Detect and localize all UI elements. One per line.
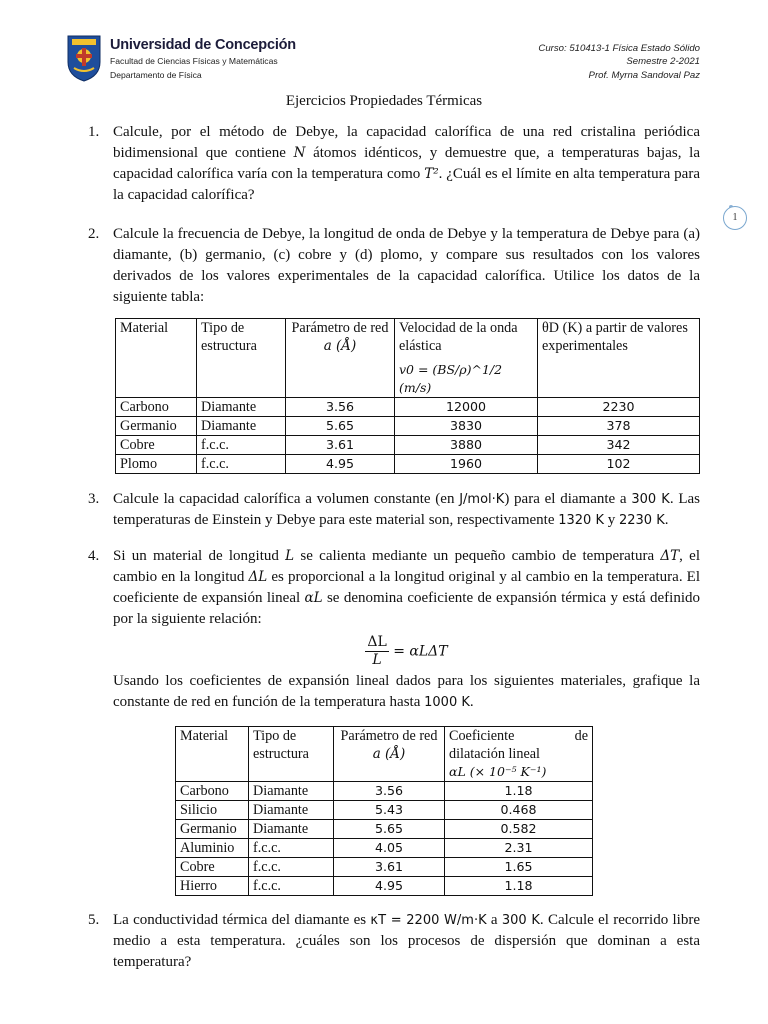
math-symbol: J/mol·K	[459, 492, 505, 507]
table-cell: Diamante	[249, 782, 334, 801]
header-line: Parámetro de red	[291, 320, 389, 336]
table-header-cell	[334, 727, 445, 782]
table-cell: Carbono	[176, 782, 249, 801]
exercise-text: es proporcional a la longitud original y al cambio en la temperatura. El coeficiente de expansión lineal	[113, 569, 700, 606]
table-row	[116, 398, 700, 417]
math-symbol: ΔL	[248, 569, 268, 585]
table-cell: 1.18	[445, 877, 593, 896]
department-name: Departamento de Física	[110, 70, 202, 80]
table-cell: Diamante	[197, 417, 286, 436]
header-line: αL (× 10⁻⁵ K⁻¹)	[449, 764, 547, 779]
fraction-denominator: L	[372, 652, 382, 668]
table-header-cell	[286, 319, 395, 398]
page-header	[0, 0, 768, 90]
table-header-cell: Tipo de estructura	[197, 319, 286, 398]
exercise-text: átomos idénticos, y demuestre que, a temperaturas bajas, la capacidad calorífica varía con la temperatura como	[113, 145, 700, 182]
table-cell: 2230	[538, 398, 700, 417]
exercise-text: . Las temperaturas de Einstein y Debye para este material son, respectivamente	[113, 491, 700, 528]
table-cell: 3880	[395, 436, 538, 455]
semester: Semestre 2-2021	[626, 56, 700, 68]
expansion-equation	[113, 634, 700, 669]
exercise-text: a	[486, 912, 502, 928]
header-line: Parámetro de red	[340, 728, 438, 744]
exercise-1	[88, 122, 700, 206]
course-code: Curso: 510413-1 Física Estado Sólido	[538, 43, 700, 54]
table-cell: f.c.c.	[249, 877, 334, 896]
course-info	[538, 42, 700, 82]
table-row	[176, 782, 593, 801]
equation-rhs: = αLΔT	[393, 643, 448, 660]
table-cell: Diamante	[249, 820, 334, 839]
table-cell: Germanio	[116, 417, 197, 436]
table-cell: 5.65	[286, 417, 395, 436]
exercise-text: .	[664, 512, 669, 528]
exercise-text: . ¿Cuál es el límite en alta temperatura para la capacidad calorífica?	[113, 166, 700, 203]
table-cell: 5.65	[334, 820, 445, 839]
table-cell: 102	[538, 455, 700, 474]
table-header-cell: Material	[176, 727, 249, 782]
table-cell: 5.43	[334, 801, 445, 820]
page-title: Ejercicios Propiedades Térmicas	[285, 93, 483, 109]
table-cell: f.c.c.	[197, 436, 286, 455]
exercise-4-continuation	[113, 671, 700, 713]
exercise-number: 4.	[88, 548, 100, 564]
table-cell: 0.582	[445, 820, 593, 839]
table-cell: 3.61	[334, 858, 445, 877]
header-line: a (Å)	[323, 338, 357, 354]
exercise-number: 5.	[88, 912, 100, 928]
table-header-cell: Tipo de estructura	[249, 727, 334, 782]
exercise-5	[88, 910, 700, 973]
exercise-text: La conductividad térmica del diamante es	[113, 912, 371, 928]
table-cell: Diamante	[197, 398, 286, 417]
table-header-cell: θD (K) a partir de valores experimentales	[538, 319, 700, 398]
table-cell: f.c.c.	[249, 858, 334, 877]
exercise-text: Usando los coeficientes de expansión lineal dados para los siguientes materiales, grafique la constante de red en función de la temperatura hasta	[113, 673, 700, 710]
table-cell: 1.18	[445, 782, 593, 801]
header-line: Coeficiente de dilatación lineal	[449, 728, 588, 762]
table-body	[116, 398, 700, 474]
university-crest-icon	[66, 34, 102, 82]
table-cell: 1.65	[445, 858, 593, 877]
table-row	[176, 839, 593, 858]
exercise-text: Si un material de longitud	[113, 548, 286, 564]
table-cell: 1960	[395, 455, 538, 474]
table-header-row	[176, 727, 593, 782]
table-cell: 3830	[395, 417, 538, 436]
exercise-text: Calcule, por el método de Debye, la capacidad calorífica de una red cristalina periódica bidimensional que contiene	[113, 124, 700, 161]
math-symbol: κT = 2200 W/m·K	[370, 913, 487, 928]
exercise-text: se calienta mediante un pequeño cambio de temperatura	[294, 548, 661, 564]
table-row	[116, 455, 700, 474]
exercise-number: 1.	[88, 124, 100, 140]
debye-data-table	[115, 318, 700, 474]
exercise-text: .	[469, 694, 474, 710]
table-cell: 3.56	[286, 398, 395, 417]
table-row	[176, 877, 593, 896]
table-cell: 3.56	[334, 782, 445, 801]
table-cell: f.c.c.	[249, 839, 334, 858]
exercise-number: 2.	[88, 226, 100, 242]
table-row	[176, 820, 593, 839]
exercise-text: se denomina coeficiente de expansión térmica y está definido por la siguiente relación:	[113, 590, 700, 627]
exercise-text: . Calcule el recorrido libre medio a esta temperatura. ¿cuáles son los procesos de dispersión que dominan a esta temperatura?	[113, 912, 700, 970]
exercise-text: Calcule la frecuencia de Debye, la longitud de onda de Debye y la temperatura de Debye para (a) diamante, (b) germanio, (c) cobre y (d) plomo, y compare sus resultados con los valores derivados de los valores experimentales de la capacidad calorífica. Utilice los datos de la siguiente tabla:	[113, 226, 700, 305]
math-symbol: L	[285, 548, 295, 564]
exercise-4	[88, 546, 700, 713]
header-line: v0 = (BS/ρ)^1/2 (m/s)	[399, 362, 503, 395]
table-cell: f.c.c.	[197, 455, 286, 474]
equation-fraction	[365, 634, 388, 669]
math-symbol: 300 K	[631, 492, 670, 507]
table-row	[176, 801, 593, 820]
table-cell: 378	[538, 417, 700, 436]
math-symbol: T²	[424, 166, 439, 182]
table-cell: 0.468	[445, 801, 593, 820]
math-symbol: 1320 K	[558, 513, 604, 528]
exercise-text: Calcule la capacidad calorífica a volumen constante (en	[113, 491, 460, 507]
table-cell: 2.31	[445, 839, 593, 858]
table-row	[116, 417, 700, 436]
table-cell: 4.05	[334, 839, 445, 858]
table-cell: Cobre	[116, 436, 197, 455]
exercise-number: 3.	[88, 491, 100, 507]
exercise-2	[88, 224, 700, 308]
table-cell: 3.61	[286, 436, 395, 455]
table-cell: Germanio	[176, 820, 249, 839]
exercise-3	[88, 489, 700, 531]
math-symbol: N	[293, 145, 306, 161]
table-cell: 4.95	[334, 877, 445, 896]
table-row	[176, 858, 593, 877]
table-row	[116, 436, 700, 455]
professor: Prof. Myrna Sandoval Paz	[588, 69, 700, 81]
table-cell: 12000	[395, 398, 538, 417]
math-symbol: αL	[304, 590, 323, 606]
math-symbol: 2230 K	[618, 513, 665, 528]
expansion-data-table	[175, 726, 593, 896]
table-header-cell	[395, 319, 538, 398]
math-symbol: 1000 K	[424, 695, 470, 710]
table-header-row	[116, 319, 700, 398]
table-cell: Cobre	[176, 858, 249, 877]
table-cell: Diamante	[249, 801, 334, 820]
exercise-text: ) para el diamante a	[504, 491, 632, 507]
faculty-name: Facultad de Ciencias Físicas y Matemáticas	[110, 56, 278, 66]
university-name: Universidad de Concepción	[110, 37, 296, 53]
table-header-cell: Material	[116, 319, 197, 398]
fraction-numerator: ΔL	[367, 634, 387, 650]
table-body	[176, 782, 593, 896]
table-cell: Hierro	[176, 877, 249, 896]
table-cell: Silicio	[176, 801, 249, 820]
table-cell: 4.95	[286, 455, 395, 474]
table-header-cell	[445, 727, 593, 782]
math-symbol: ΔT	[660, 548, 680, 564]
header-line: a (Å)	[372, 746, 406, 762]
table-cell: Carbono	[116, 398, 197, 417]
exercise-text: y	[603, 512, 619, 528]
header-line: Velocidad de la onda elástica	[399, 320, 518, 354]
table-cell: Aluminio	[176, 839, 249, 858]
page-number-badge[interactable]: 1	[723, 206, 747, 230]
table-cell: 342	[538, 436, 700, 455]
math-symbol: 300 K	[501, 913, 540, 928]
exercise-text: , el cambio en la longitud	[113, 548, 700, 585]
table-cell: Plomo	[116, 455, 197, 474]
exercise-list	[88, 120, 700, 973]
